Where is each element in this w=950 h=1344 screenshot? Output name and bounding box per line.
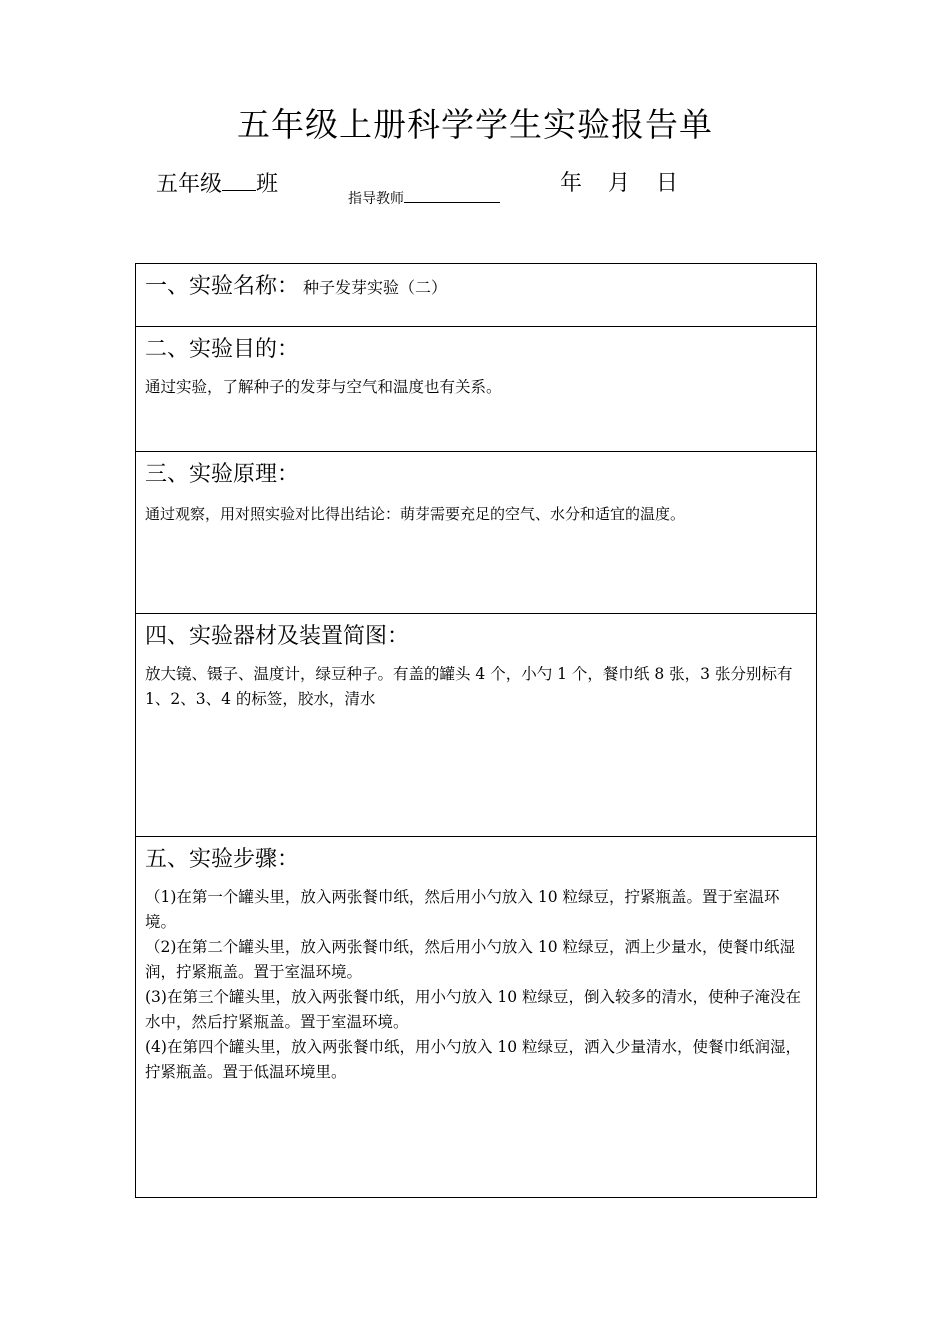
- class-label: 班: [256, 172, 279, 197]
- section-steps: [136, 837, 816, 1198]
- grade-label: 五年级: [156, 172, 223, 197]
- section-experiment-name: [136, 264, 816, 327]
- class-blank[interactable]: [222, 168, 256, 191]
- day-label: 日: [656, 171, 679, 196]
- principle-text: 通过观察，用对照实验对比得出结论：萌芽需要充足的空气、水分和适宜的温度。: [145, 505, 686, 523]
- teacher-line: [348, 180, 500, 210]
- year-label: 年: [560, 171, 583, 196]
- section-experiment-principle: [136, 452, 816, 614]
- steps-list: [145, 885, 807, 1085]
- grade-class-line: [156, 168, 278, 201]
- section-heading: 一、实验名称：: [145, 274, 300, 299]
- step-item: （2)在第二个罐头里，放入两张餐巾纸，然后用小勺放入 10 粒绿豆，洒上少量水，使餐巾纸湿润，拧紧瓶盖。置于室温环境。: [145, 938, 795, 981]
- section-experiment-purpose: [136, 327, 816, 452]
- experiment-name-value: 种子发芽实验（二）: [303, 278, 448, 297]
- step-item: (3)在第三个罐头里，放入两张餐巾纸，用小勺放入 10 粒绿豆，倒入较多的清水，使种子淹没在水中，然后拧紧瓶盖。置于室温环境。: [145, 988, 802, 1031]
- teacher-label: 指导教师: [348, 191, 404, 207]
- teacher-blank[interactable]: [404, 180, 500, 203]
- month-label: 月: [608, 171, 631, 196]
- section-materials: [136, 614, 816, 837]
- section-heading: 三、实验原理：: [145, 462, 300, 487]
- date-line: [560, 168, 678, 200]
- materials-text: 放大镜、镊子、温度计，绿豆种子。有盖的罐头 4 个，小勺 1 个，餐巾纸 8 张，3 张分别标有 1、2、3、4 的标签，胶水，清水: [145, 665, 793, 708]
- step-item: （1)在第一个罐头里，放入两张餐巾纸，然后用小勺放入 10 粒绿豆，拧紧瓶盖。置于室温环境。: [145, 888, 780, 931]
- section-heading: 二、实验目的：: [145, 337, 300, 362]
- step-item: (4)在第四个罐头里，放入两张餐巾纸，用小勺放入 10 粒绿豆，洒入少量清水，使餐巾纸润湿，拧紧瓶盖。置于低温环境里。: [145, 1038, 802, 1081]
- report-table: [135, 263, 817, 1198]
- page-title: 五年级上册科学学生实验报告单: [237, 105, 713, 144]
- section-heading: 五、实验步骤：: [145, 847, 300, 872]
- section-heading: 四、实验器材及装置简图：: [145, 624, 410, 649]
- purpose-text: 通过实验，了解种子的发芽与空气和温度也有关系。: [145, 378, 502, 396]
